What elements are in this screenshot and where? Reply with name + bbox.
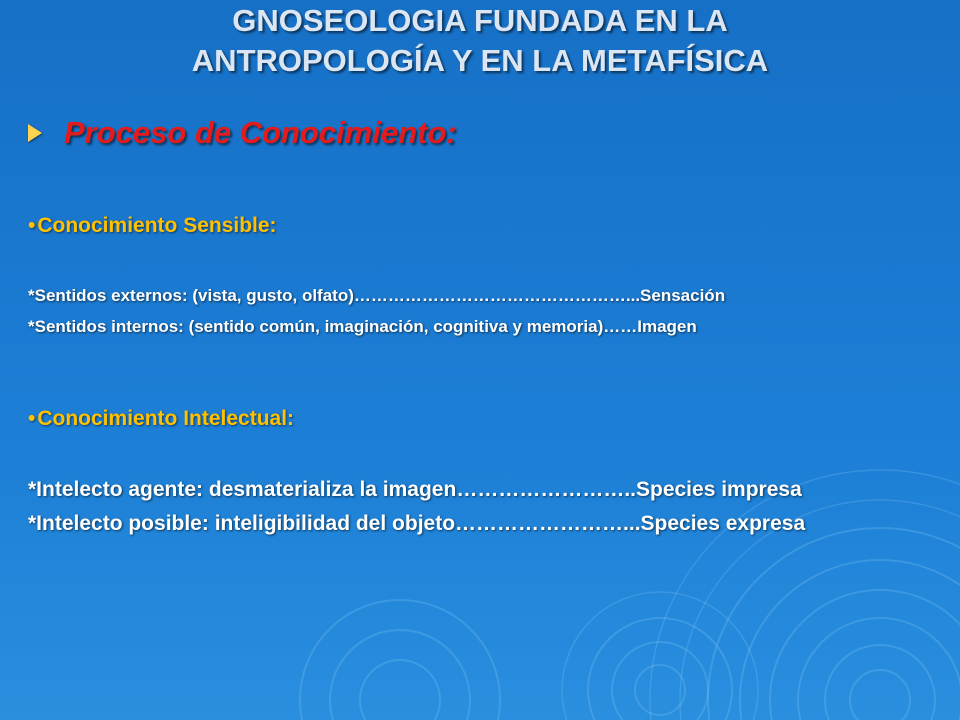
sensible-line-external: *Sentidos externos: (vista, gusto, olfato)…………………………………………...Sensación [28,286,726,305]
heading-text: Proceso de Conocimiento: [64,115,457,150]
subheading-intelectual [28,407,294,431]
subheading-sensible [28,214,277,238]
sensible-line-internal: *Sentidos internos: (sentido común, imaginación, cognitiva y memoria)……Imagen [28,317,697,336]
subheading-intelectual-label: Conocimiento Intelectual: [37,407,295,430]
slide-title [0,0,960,81]
intelectual-line-posible: *Intelecto posible: inteligibilidad del objeto……………………...Species expresa [28,512,806,535]
bullet-dot-icon: • [28,407,36,430]
arrow-bullet-icon [28,124,42,142]
title-line-2: ANTROPOLOGÍA Y EN LA METAFÍSICA [191,43,769,78]
intelectual-line-agente: *Intelecto agente: desmaterializa la imagen……………………..Species impresa [28,478,802,501]
bullet-dot-icon: • [28,214,36,237]
section-heading [28,115,457,151]
subheading-sensible-label: Conocimiento Sensible: [37,214,277,237]
title-line-1: GNOSEOLOGIA FUNDADA EN LA [232,3,728,38]
